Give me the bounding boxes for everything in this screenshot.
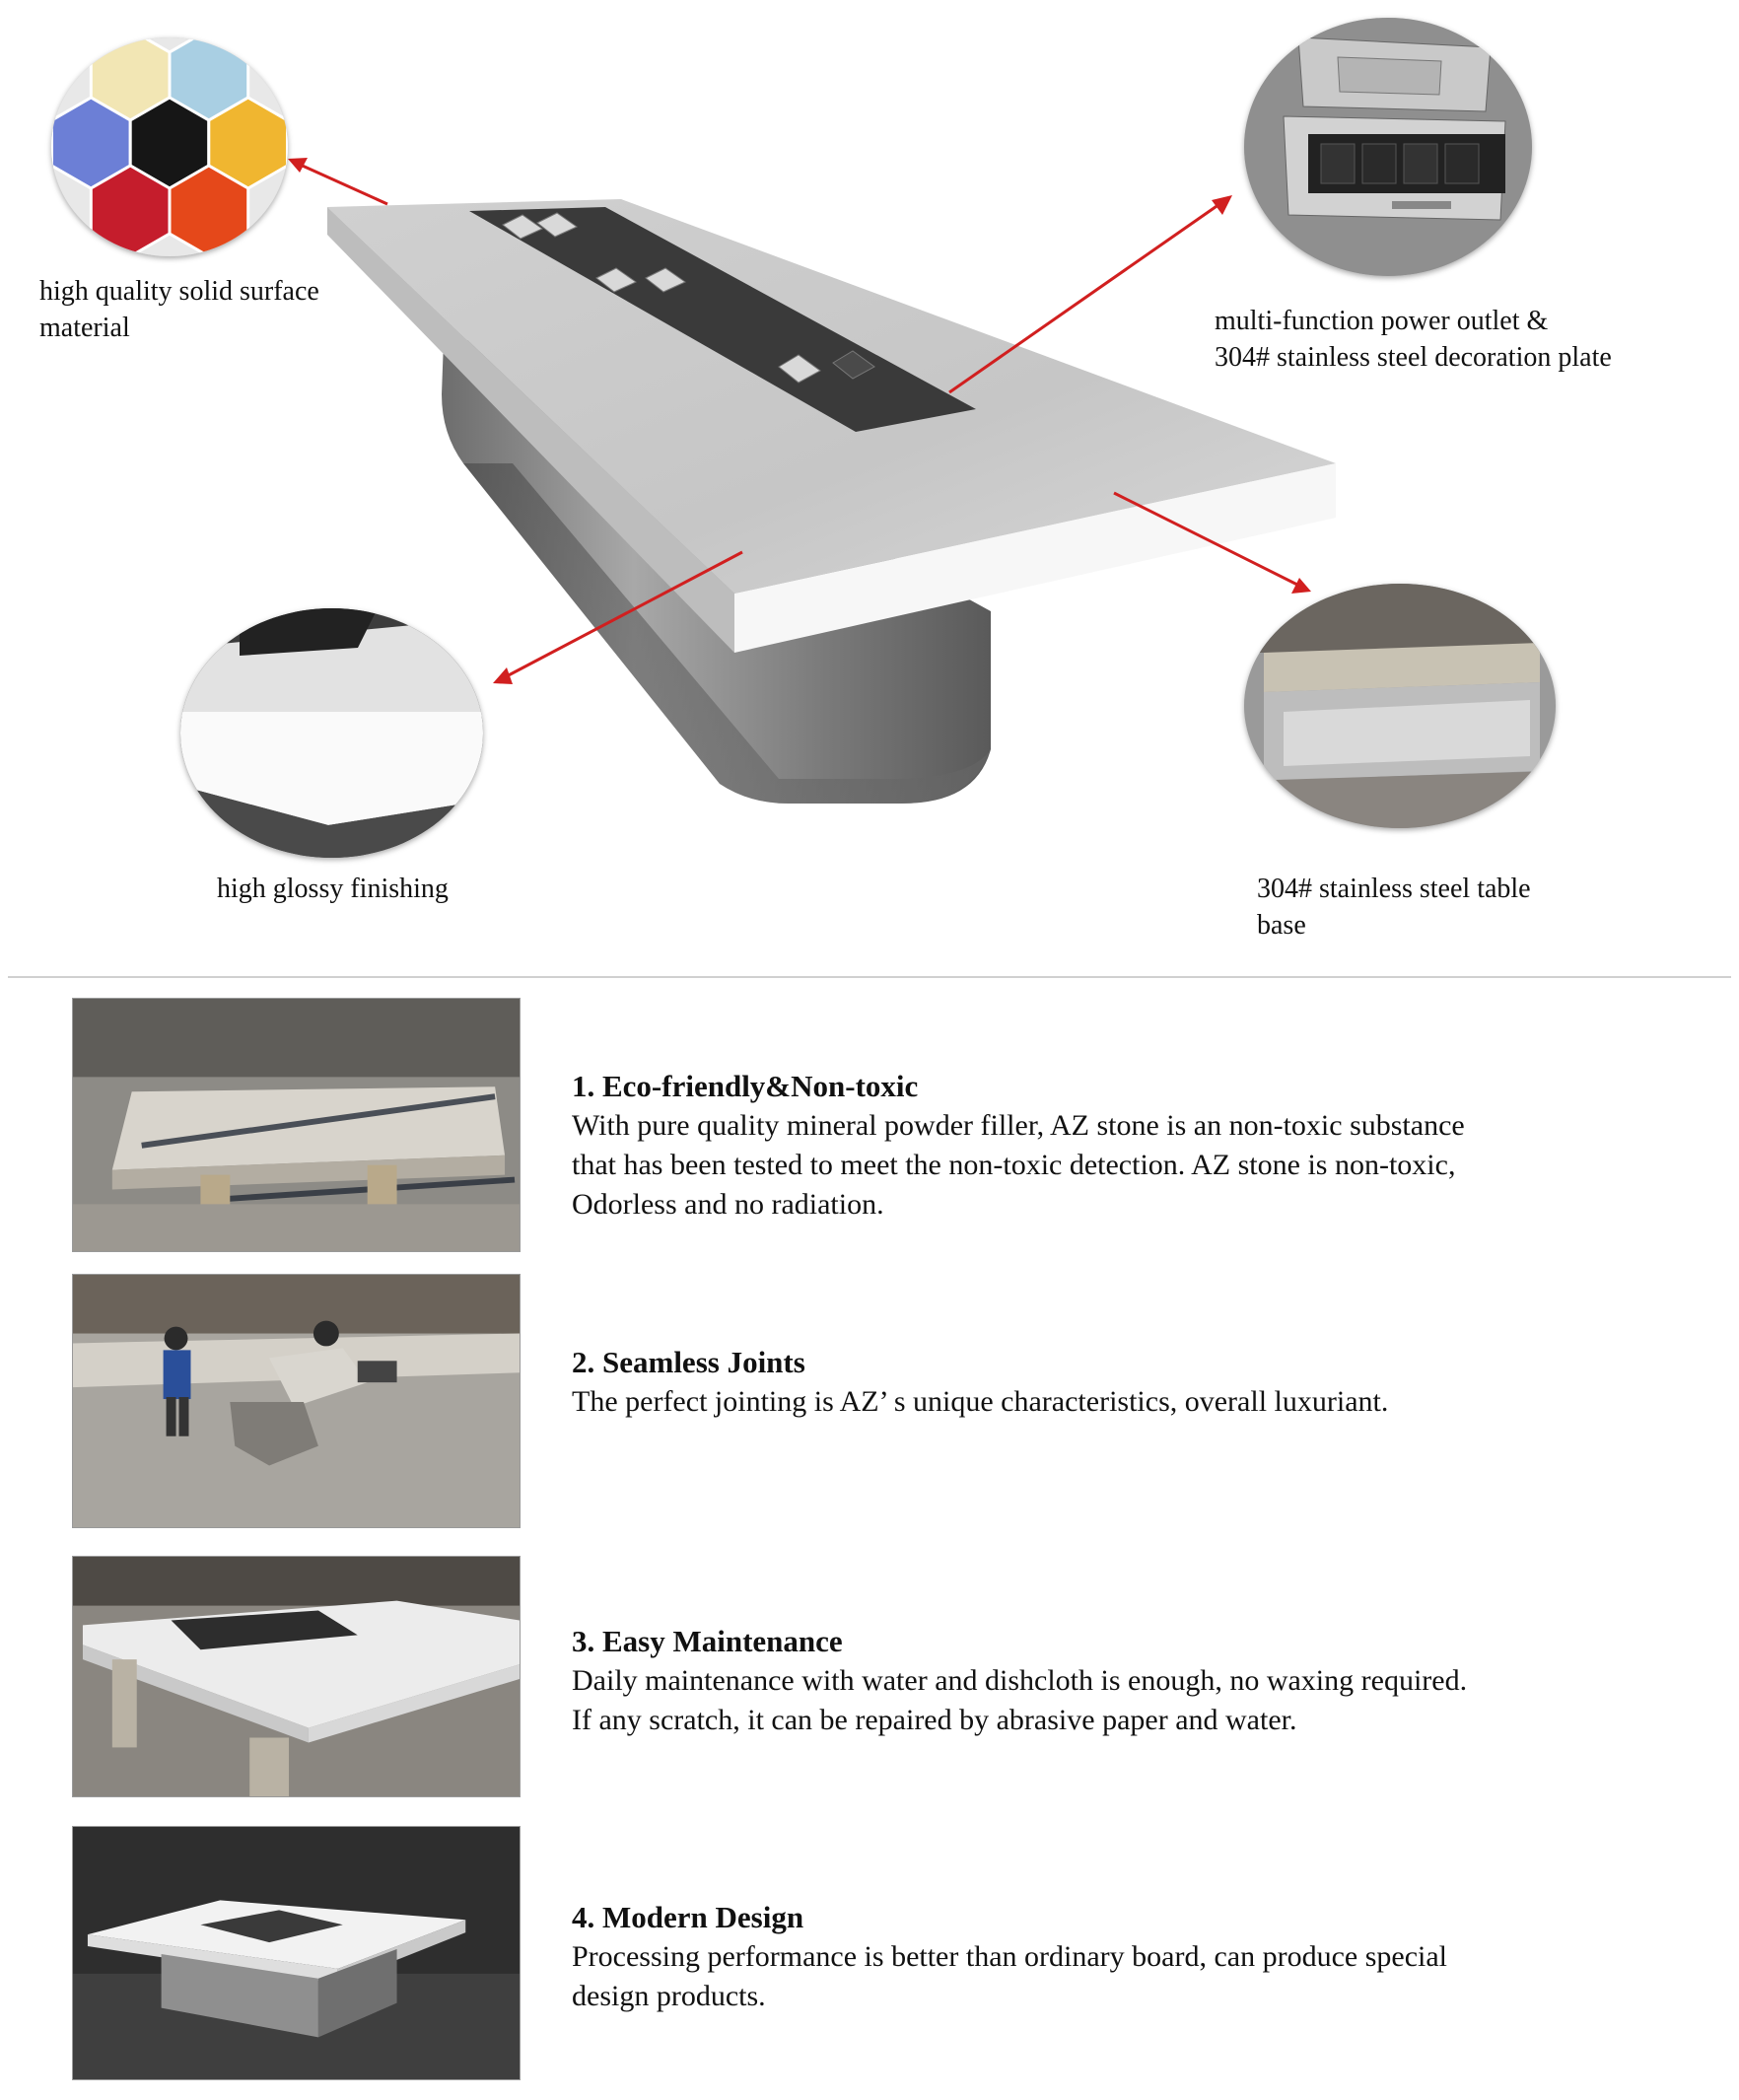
feature-2 (572, 1343, 1577, 1422)
feature-body-2: The perfect jointing is AZ’ s unique characteristics, overall luxuriant. (572, 1385, 1389, 1418)
steel-base-image (1244, 584, 1556, 828)
feature-title-4: 4. Modern Design (572, 1900, 804, 1934)
power-outlet-photo (1244, 18, 1532, 276)
feature-photo-4 (72, 1826, 521, 2080)
feature-title-1: 1. Eco-friendly&Non-toxic (572, 1069, 919, 1103)
glossy-edge-photo (180, 608, 483, 858)
callout-base: 304# stainless steel table base (1257, 874, 1531, 941)
callout-outlet: multi-function power outlet & 304# stainless steel decoration plate (1215, 306, 1612, 373)
callout-material: high quality solid surface material (39, 276, 319, 343)
feature-title-2: 2. Seamless Joints (572, 1345, 805, 1379)
table-maintenance-image (73, 1557, 520, 1796)
steel-base-photo (1244, 584, 1556, 828)
feature-title-3: 3. Easy Maintenance (572, 1624, 843, 1658)
modern-table-image (73, 1827, 520, 2079)
product-diagram (0, 0, 1739, 961)
feature-photo-1 (72, 998, 521, 1252)
feature-body-4: Processing performance is better than ordinary board, can produce special design products. (572, 1940, 1447, 2012)
feature-3 (572, 1622, 1577, 1740)
feature-body-3: Daily maintenance with water and dishcloth is enough, no waxing required. If any scratch, it can be repaired by abrasive paper and water. (572, 1664, 1468, 1736)
hexagon-color-tiles (51, 37, 288, 256)
workshop-fabrication-image (73, 999, 520, 1251)
glossy-edge-image (180, 608, 483, 858)
feature-1 (572, 1067, 1577, 1225)
feature-photo-2 (72, 1274, 521, 1528)
workers-polishing-image (73, 1275, 520, 1527)
feature-body-1: With pure quality mineral powder filler, AZ stone is an non-toxic substance that has been tested to meet the non-toxic detection. AZ stone is non-toxic, Odorless and no radiation. (572, 1109, 1465, 1221)
material-swatch-photo (51, 37, 288, 256)
feature-photo-3 (72, 1556, 521, 1797)
feature-4 (572, 1898, 1577, 2016)
section-divider (8, 976, 1731, 978)
power-outlet-image (1244, 18, 1532, 276)
callout-finishing: high glossy finishing (217, 874, 449, 904)
